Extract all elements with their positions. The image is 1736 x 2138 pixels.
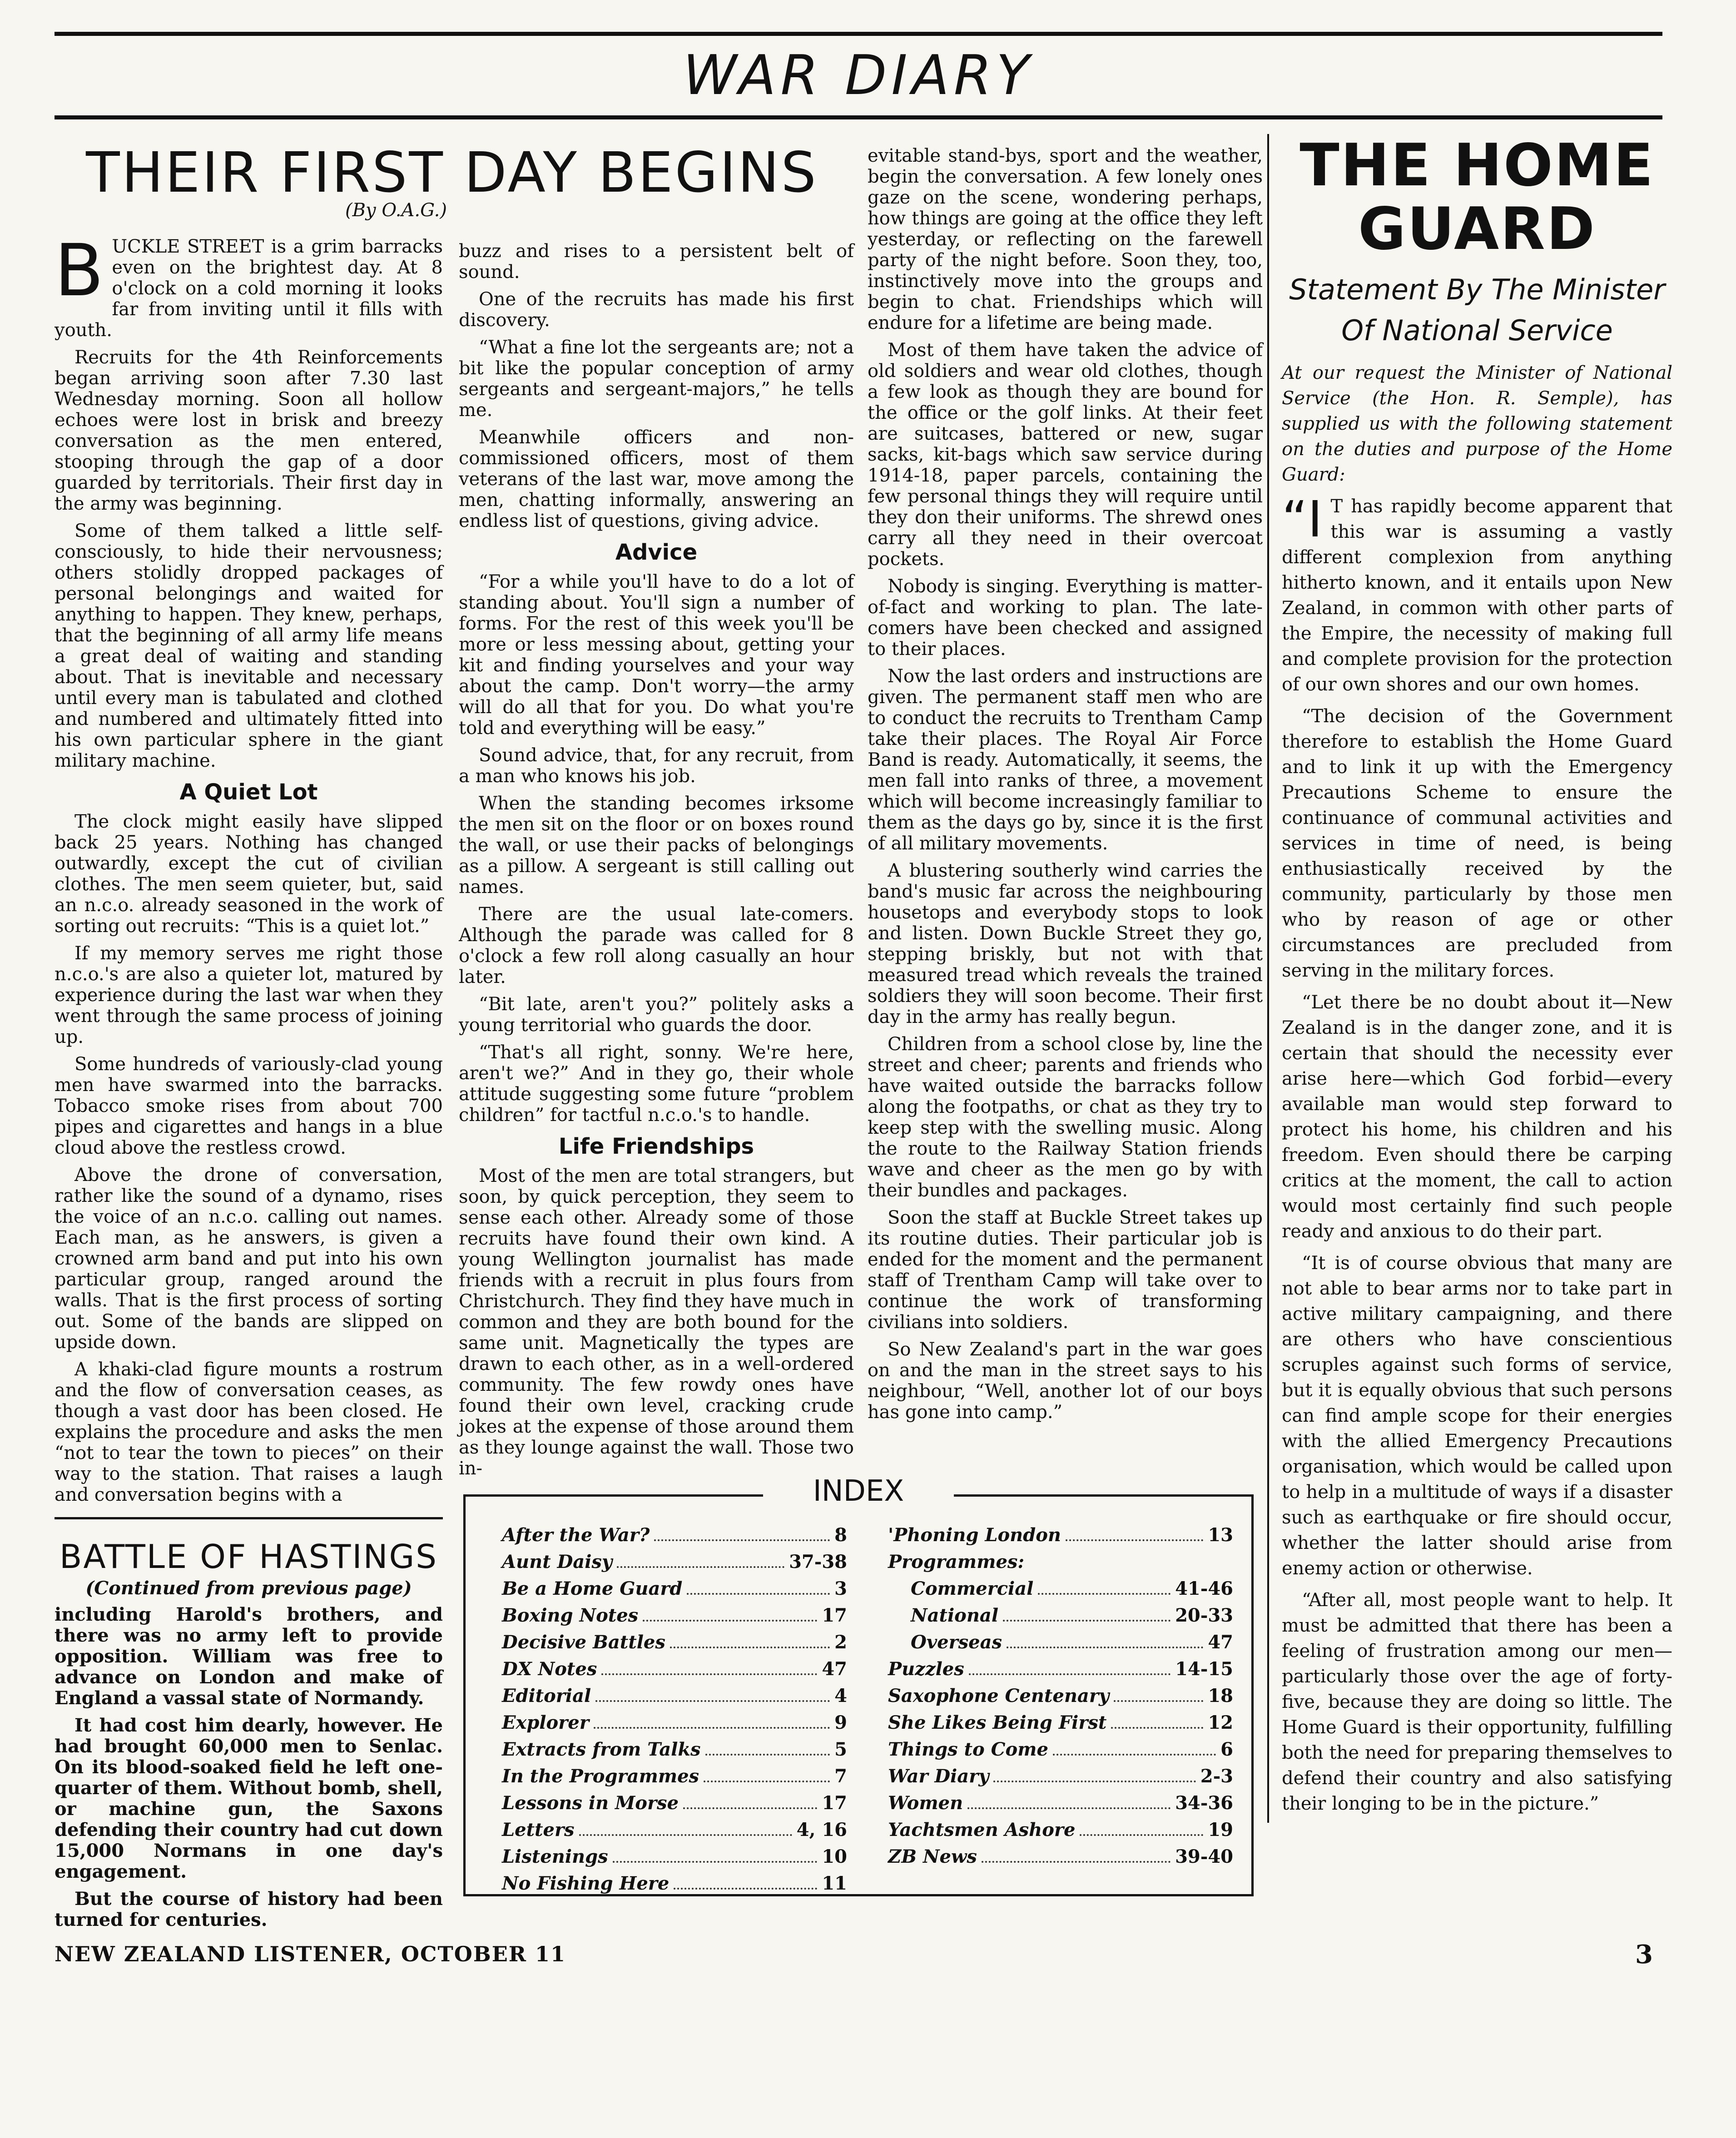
index-entry-leader [670,1647,830,1648]
index-entry-page: 11 [822,1873,847,1894]
index-entry-page: 10 [822,1846,847,1867]
footer-page-number: 3 [1635,1940,1653,1969]
index-column-right [888,1522,1233,1870]
index-entry-title: Puzzles [888,1658,964,1680]
index-entry-title: No Fishing Here [502,1873,670,1894]
index-entry [502,1682,847,1709]
home-guard-paragraph: “I T has rapidly become apparent that this war is assuming a vastly different complexion from anything hitherto known, and it entails upon New Zealand, in common with other parts of the Empire, the necessity of making full and complete provision for the protection of our own shores and our own homes. [1282,490,1672,695]
index-entry [888,1682,1233,1709]
index-entry-title: Commercial [911,1578,1034,1599]
battle-paragraph: including Harold's brothers, and there was no army left to provide opposition. William was free to advance on London and make of England a vassal state of Normandy. [55,1604,443,1709]
article-paragraph: A khaki-clad figure mounts a rostrum and the flow of conversation ceases, as though a vast door has been closed. He explains the procedure and asks the men “not to tear the town to pieces” on their way to the station. That raises a laugh and conversation begins with a [55,1359,443,1505]
index-entry-leader [595,1700,830,1702]
article-paragraph: A blustering southerly wind carries the band's music far across the neighbouring housetops and everybody stops to look and listen. Down Buckle Street they go, stepping briskly, but not with that measured tread which reveals the trained soldiers they will soon become. Their first day in the army has really begun. [868,860,1263,1027]
battle-of-hastings-box [55,1517,443,1937]
index-entry [502,1843,847,1870]
index-entry-leader [969,1673,1171,1675]
index-entry-leader [1114,1700,1203,1702]
index-entry-leader [687,1593,830,1595]
index-entry [502,1816,847,1843]
index-entry-leader [1038,1593,1171,1595]
article-column-2 [459,241,854,1485]
index-entry-page: 6 [1220,1739,1233,1760]
article-paragraph: Children from a school close by, line the street and cheer; parents and friends who have waited outside the barracks follow along the footpaths, or chat as they try to keep step with the swelling music. Along the route to the Railway Station friends wave and cheer as the men go by with their bundles and packages. [868,1034,1263,1201]
index-entry-page: 14-15 [1175,1658,1233,1680]
home-guard-intro: At our request the Minister of National Service (the Hon. R. Semple), has supplied us with the following statement on the duties and purpose of the Home Guard: [1282,362,1672,485]
index-entry [502,1709,847,1736]
index-entry-title: Programmes: [888,1551,1025,1572]
index-entry-leader [1007,1647,1203,1648]
index-entry-page: 5 [834,1739,847,1760]
article-paragraph: Some of them talked a little self-consciously, to hide their nervousness; others stolidly dropped packages of personal belongings and waited for anything to happen. They knew, perhaps, that the beginning of all army life means a great deal of waiting and standing about. That is inevitable and necessary until every man is tabulated and clothed and numbered and ultimately fitted into his own particular sphere in the giant military machine. [55,521,443,771]
article-headline: THEIR FIRST DAY BEGINS [86,140,818,205]
article-paragraph: Nobody is singing. Everything is matter-of-fact and working to plan. The late-comers have been checked and assigned to their places. [868,576,1263,660]
index-entry-leader [1080,1834,1203,1836]
index-entry [502,1763,847,1790]
index-entry-leader [705,1754,830,1756]
index-entry-title: Saxophone Centenary [888,1685,1110,1706]
index-entry-page: 17 [822,1792,847,1814]
index-entry [502,1870,847,1897]
article-paragraph: “For a while you'll have to do a lot of standing about. You'll sign a number of forms. For the rest of this week you'll be more or less messing about, getting your kit and finding yourselves and your way about the camp. Don't worry—the army will do all that for you. Do what you're told and everything will be easy.” [459,571,854,739]
index-entry [502,1548,847,1575]
article-paragraph: “That's all right, sonny. We're here, aren't we?” And in they go, their whole attitude suggesting some future “problem children” for tactful n.c.o.'s to handle. [459,1042,854,1126]
index-entry-leader [993,1781,1195,1782]
index-entry [888,1816,1233,1843]
article-paragraph: The clock might easily have slipped back 25 years. Nothing has changed outwardly, except the cut of civilian clothes. The men seem quieter, but, said an n.c.o. already seasoned in the work of sorting out recruits: “This is a quiet lot.” [55,811,443,937]
article-byline: (By O.A.G.) [345,200,447,221]
index-entry [502,1522,847,1548]
index-entry-page: 4, 16 [796,1819,847,1840]
index-entry [502,1790,847,1816]
index-entry-page: 37-38 [789,1551,847,1572]
index-entry [888,1763,1233,1790]
index-entry-page: 12 [1208,1712,1233,1733]
index-title: INDEX [813,1474,904,1508]
index-entry-page: 34-36 [1175,1792,1233,1814]
index-entry-page: 41-46 [1175,1578,1233,1599]
home-guard-paragraph: “It is of course obvious that many are not able to bear arms nor to take part in active military campaigning, and there are others who have conscientious scruples against such forms of service, but it is equally obvious that such persons can find ample scope for their energies with the allied Emergency Precautions organisation, which would be called upon to help in a multitude of ways if a disaster such as earthquake or fire should occur, whether the latter should arise from enemy action or otherwise. [1282,1253,1672,1579]
article-paragraph: Some hundreds of variously-clad young men have swarmed into the barracks. Tobacco smoke rises from about 700 pipes and cigarettes and hangs in a blue cloud above the restless crowd. [55,1054,443,1158]
subheading-life-friendships: Life Friendships [558,1134,754,1159]
home-guard-column [1267,134,1672,1823]
subheading-quiet-lot: A Quiet Lot [179,779,318,805]
index-entry [502,1629,847,1656]
index-entry-leader [617,1566,784,1568]
article-paragraph: buzz and rises to a persistent belt of sound. [459,241,854,283]
index-entry-page: 7 [834,1766,847,1787]
index-entry-leader [674,1888,817,1890]
home-guard-paragraph: “After all, most people want to help. It must be admitted that there has been a feeling of frustration among our men—particularly those over the age of forty-five, because they are doing so little. The Home Guard is their opportunity, fulfilling both the need for preparing themselves to defend their country and also satisfying their longing to be in the picture.” [1282,1590,1672,1814]
battle-paragraph: But the course of history had been turned for centuries. [55,1888,443,1930]
index-entry-page: 19 [1208,1819,1233,1840]
drop-cap: “I [1282,490,1323,548]
index-entry-page: 8 [834,1524,847,1546]
article-paragraph: So New Zealand's part in the war goes on and the man in the street says to his neighbour, “Well, another lot of our boys has gone into camp.” [868,1339,1263,1423]
article-paragraph: “What a fine lot the sergeants are; not a bit like the popular conception of army sergeants and sergeant-majors,” he tells me. [459,337,854,421]
footer-publication: NEW ZEALAND LISTENER, OCTOBER 11 [55,1942,566,1966]
article-paragraph: Above the drone of conversation, rather like the sound of a dynamo, rises the voice of an n.c.o. calling out names. Each man, as he answers, is given a crowned arm band and put into his own particular group, ranged around the walls. That is the first process of sorting out. Some of the bands are slipped on upside down. [55,1165,443,1353]
index-entry-title: National [911,1605,999,1626]
index-entry-title: Extracts from Talks [502,1739,701,1760]
article-paragraph: There are the usual late-comers. Although the parade was called for 8 o'clock a few roll along casually an hour later. [459,904,854,987]
index-entry-leader [1066,1539,1203,1541]
index-entry [888,1736,1233,1763]
index-entry-page: 3 [834,1578,847,1599]
index-entry-title: Women [888,1792,963,1814]
index-entry [502,1602,847,1629]
index-entry-leader [1111,1727,1203,1729]
index-entry-title: Explorer [502,1712,589,1733]
index-entry-title: Decisive Battles [502,1632,665,1653]
index-entry-page: 20-33 [1175,1605,1233,1626]
article-paragraph: Most of the men are total strangers, but soon, by quick perception, they seem to sense each other. Already some of those recruits have found their own kind. A young Wellington journalist has made friends with a recruit in plus fours from Christchurch. They find they have much in common and they are both bound for the same unit. Magnetically the types are drawn to each other, as in a well-ordered community. The few rowdy ones have found their own level, cracking crude jokes at the expense of those around them as they lounge against the wall. Those two in- [459,1166,854,1479]
article-paragraph: Sound advice, that, for any recruit, from a man who knows his job. [459,745,854,787]
index-column-left [502,1522,847,1897]
index-entry-title: Boxing Notes [502,1605,639,1626]
battle-paragraph: It had cost him dearly, however. He had brought 60,000 men to Senlac. On its blood-soaked field he left one-quarter of them. Without bomb, shell, or machine gun, the Saxons defending their country had cut down 15,000 Normans in one day's engagement. [55,1715,443,1882]
battle-title: BATTLE OF HASTINGS [60,1538,438,1576]
home-guard-paragraph: “Let there be no doubt about it—New Zealand is in the danger zone, and it is certain that should the necessity ever arise here—which God forbid—every available man would step forward to protect his home, his children and his freedom. Even should there be carping critics at the moment, the call to action would most certainly find such people ready and anxious to do their part. [1282,992,1672,1242]
index-entry-leader [601,1673,817,1675]
index-entry-leader [613,1861,818,1863]
article-paragraph: One of the recruits has made his first discovery. [459,289,854,331]
index-entry-page: 4 [834,1685,847,1706]
index-entry-page: 18 [1208,1685,1233,1706]
index-entry-page: 47 [1208,1632,1233,1653]
index-entry [888,1790,1233,1816]
index-entry-title: Editorial [502,1685,591,1706]
index-entry-title: ZB News [888,1846,977,1867]
section-header [55,32,1662,119]
article-paragraph: Now the last orders and instructions are given. The permanent staff men who are to conduct the recruits to Trentham Camp take their places. The Royal Air Force Band is ready. Automatically, it seems, the men fall into ranks of three, a movement which will become increasingly familiar to them as the days go by, since it is the first of all military movements. [868,666,1263,854]
index-entry-title: 'Phoning London [888,1524,1061,1546]
index-entry-title: Things to Come [888,1739,1048,1760]
index-entry [888,1602,1233,1629]
index-entry-title: Be a Home Guard [502,1578,683,1599]
index-entry [888,1522,1233,1548]
battle-subtitle: (Continued from previous page) [85,1577,412,1599]
index-entry-page: 9 [834,1712,847,1733]
article-paragraph: Recruits for the 4th Reinforcements began arriving soon after 7.30 last Wednesday morning. Soon all hollow echoes were lost in brisk and breezy conversation as the men entered, stooping through the gap of a door guarded by territorials. Their first day in the army was beginning. [55,347,443,514]
index-entry-page: 39-40 [1175,1846,1233,1867]
article-column-3 [868,145,1263,1429]
home-guard-subtitle: Statement By The Minister Of National Service [1289,273,1665,347]
index-entry-title: Listenings [502,1846,608,1867]
index-entry-title: Letters [502,1819,575,1840]
article-paragraph: Soon the staff at Buckle Street takes up its routine duties. Their particular job is ended for the moment and the permanent staff of Trentham Camp will take over to continue the work of transforming civilians into soldiers. [868,1207,1263,1333]
article-column-1 [55,229,443,1512]
index-entry [502,1736,847,1763]
index-entry [888,1843,1233,1870]
index-entry-leader [1053,1754,1216,1756]
home-guard-paragraph: “The decision of the Government therefore to establish the Home Guard and to link it up with the Emergency Precautions Scheme to ensure the continuance of communal activities and services in time of need, is being enthusiastically received by the community, particularly by those men who by reason of age or other circumstances are precluded from serving in the military forces. [1282,706,1672,981]
index-entry [502,1575,847,1602]
article-paragraph: Most of them have taken the advice of old soldiers and wear old clothes, though a few look as though they are bound for the office or the golf links. At their feet are suitcases, battered or new, sugar sacks, kit-bags which saw service during 1914-18, paper parcels, containing the few personal things they will require until they don their uniforms. The shrewd ones carry all they need in their overcoat pockets. [868,340,1263,570]
index-entry [888,1629,1233,1656]
section-title: WAR DIARY [683,44,1034,107]
index-entry-title: Overseas [911,1632,1002,1653]
home-guard-title: THE HOME GUARD [1300,132,1655,263]
index-entry-leader [967,1807,1171,1809]
subheading-advice: Advice [615,540,698,565]
index-entry-title: She Likes Being First [888,1712,1107,1733]
index-entry-leader [643,1620,817,1622]
index-entry-page: 17 [822,1605,847,1626]
index-box [463,1474,1254,1896]
index-entry-page: 47 [822,1658,847,1680]
index-entry-title: DX Notes [502,1658,597,1680]
article-paragraph: “Bit late, aren't you?” politely asks a young territorial who guards the door. [459,994,854,1036]
index-entry-title: War Diary [888,1766,989,1787]
index-entry [888,1548,1233,1575]
index-entry-title: Yachtsmen Ashore [888,1819,1076,1840]
index-entry-page: 2 [834,1632,847,1653]
index-entry-page: 2-3 [1200,1766,1233,1787]
index-entry [502,1656,847,1682]
article-paragraph: If my memory serves me right those n.c.o.'s are also a quieter lot, matured by experience during the last war when they went through the same process of joining up. [55,943,443,1047]
index-entry-leader [654,1539,830,1541]
index-entry [888,1656,1233,1682]
article-paragraph: BUCKLE STREET is a grim barracks even on the brightest day. At 8 o'clock on a cold morning it looks far from inviting until it fills with youth. [55,229,443,341]
index-entry-title: After the War? [502,1524,650,1546]
article-paragraph: evitable stand-bys, sport and the weather, begin the conversation. A few lonely ones gaze on the scene, wondering perhaps, how things are going at the office they left yesterday, or reflecting on the farewell party of the night before. Soon they, too, instinctively move into the groups and begin to chat. Friendships which will endure for a lifetime are being made. [868,145,1263,333]
index-entry-leader [594,1727,830,1729]
index-entry-leader [982,1861,1171,1863]
index-entry-title: Aunt Daisy [502,1551,613,1572]
index-entry-leader [683,1807,817,1809]
index-entry-title: In the Programmes [502,1766,699,1787]
article-paragraph: Meanwhile officers and non-commissioned officers, most of them veterans of the last war, move among the men, chatting informally, answering an endless list of questions, giving advice. [459,427,854,531]
article-paragraph: When the standing becomes irksome the men sit on the floor or on boxes round the wall, or use their packs of belongings as a pillow. A sergeant is still calling out names. [459,793,854,898]
index-entry-leader [704,1781,830,1782]
index-entry-title: Lessons in Morse [502,1792,679,1814]
index-entry-leader [1003,1620,1171,1622]
index-entry [888,1709,1233,1736]
index-entry-leader [579,1834,792,1836]
drop-cap: B [55,229,104,313]
index-entry-page: 13 [1208,1524,1233,1546]
index-entry [888,1575,1233,1602]
